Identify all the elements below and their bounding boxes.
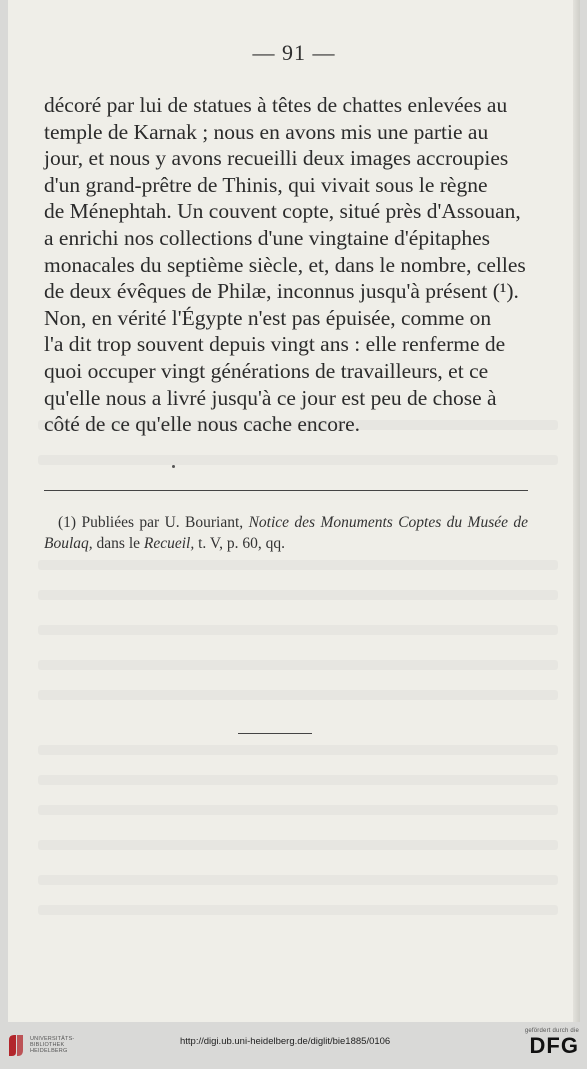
bleed-through bbox=[38, 560, 558, 570]
dfg-logo: DFG bbox=[529, 1033, 579, 1058]
footnote-separator bbox=[44, 490, 528, 491]
footnote-marker: (1) bbox=[58, 514, 77, 531]
bleed-through bbox=[38, 775, 558, 785]
body-paragraph bbox=[44, 92, 526, 438]
bleed-through bbox=[38, 690, 558, 700]
text-line: Non, en vérité l'Égypte n'est pas épuisée, comme on bbox=[44, 305, 492, 330]
funder-logo bbox=[525, 1028, 579, 1058]
bleed-through bbox=[38, 840, 558, 850]
footnote-text: Publiées par U. Bouriant, bbox=[81, 514, 244, 531]
text-line: de deux évêques de Philæ, inconnus jusqu'à présent (¹). bbox=[44, 279, 519, 304]
text-line: jour, et nous y avons recueilli deux images accroupies bbox=[44, 146, 509, 171]
section-divider bbox=[238, 733, 312, 734]
footnote-text: dans le bbox=[96, 535, 141, 552]
footnote-journal: Recueil, bbox=[143, 535, 195, 552]
text-line: a enrichi nos collections d'une vingtaine d'épitaphes bbox=[44, 225, 490, 250]
text-line: quoi occuper vingt générations de travailleurs, et ce bbox=[44, 358, 489, 383]
text-line: d'un grand-prêtre de Thinis, qui vivait sous le règne bbox=[44, 172, 488, 197]
footnote-text: t. V, p. 60, qq. bbox=[198, 535, 285, 552]
bleed-through bbox=[38, 745, 558, 755]
funder-caption: gefördert durch die bbox=[524, 1028, 579, 1034]
page-edge bbox=[573, 0, 580, 1022]
text-line: qu'elle nous a livré jusqu'à ce jour est peu de chose à bbox=[44, 385, 497, 410]
library-logo bbox=[6, 1032, 74, 1058]
library-logo-line: BIBLIOTHEK bbox=[30, 1042, 65, 1048]
bleed-through bbox=[38, 625, 558, 635]
ink-speck bbox=[172, 465, 175, 468]
text-line: temple de Karnak ; nous en avons mis une partie au bbox=[44, 119, 489, 144]
bleed-through bbox=[38, 805, 558, 815]
permalink-url[interactable]: http://digi.ub.uni-heidelberg.de/diglit/bie1885/0106 bbox=[180, 1036, 391, 1047]
library-logo-line: UNIVERSITÄTS- bbox=[30, 1036, 75, 1042]
text-line: l'a dit trop souvent depuis vingt ans : elle renferme de bbox=[44, 332, 506, 357]
library-seal-icon bbox=[6, 1032, 26, 1058]
footnote bbox=[44, 512, 528, 554]
text-line-last: côté de ce qu'elle nous cache encore. bbox=[44, 412, 361, 437]
digitization-footer bbox=[0, 1022, 587, 1069]
bleed-through bbox=[38, 875, 558, 885]
text-line: décoré par lui de statues à têtes de chattes enlevées au bbox=[44, 93, 508, 117]
bleed-through bbox=[38, 590, 558, 600]
bleed-through bbox=[38, 660, 558, 670]
text-line: de Ménephtah. Un couvent copte, situé près d'Assouan, bbox=[44, 199, 521, 224]
text-line: monacales du septième siècle, et, dans le nombre, celles bbox=[44, 252, 526, 277]
page-number: — 91 — bbox=[252, 40, 336, 65]
footnote-title: Notice des Monuments Coptes du Musée de Boulaq, bbox=[44, 514, 529, 552]
library-logo-line: HEIDELBERG bbox=[30, 1048, 68, 1054]
bleed-through bbox=[38, 455, 558, 465]
scanned-page bbox=[8, 0, 580, 1022]
bleed-through bbox=[38, 905, 558, 915]
